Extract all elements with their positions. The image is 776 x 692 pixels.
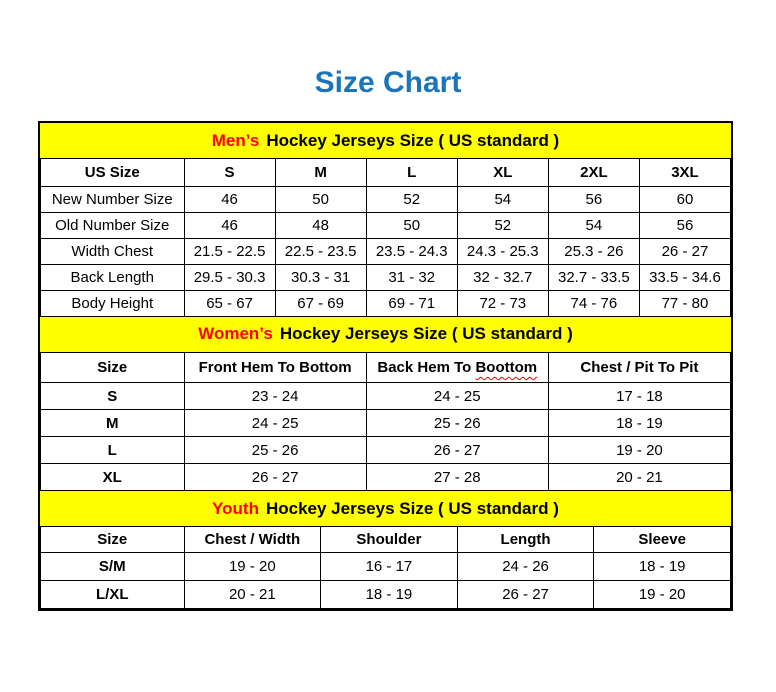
cell: 24 - 25 xyxy=(184,410,366,437)
row-label: L/XL xyxy=(41,580,185,608)
cell: 25 - 26 xyxy=(184,437,366,464)
col-header: Front Hem To Bottom xyxy=(184,353,366,383)
cell: 56 xyxy=(639,212,730,238)
cell: 52 xyxy=(366,186,457,212)
cell: 52 xyxy=(457,212,548,238)
cell: 50 xyxy=(275,186,366,212)
col-header: M xyxy=(275,159,366,186)
cell: 31 - 32 xyxy=(366,264,457,290)
cell: 26 - 27 xyxy=(639,238,730,264)
row-label: M xyxy=(41,410,185,437)
row-label: Body Height xyxy=(41,290,185,316)
table-row xyxy=(41,264,731,290)
row-label: S/M xyxy=(41,552,185,580)
men-section-highlight: Men’s xyxy=(211,130,260,150)
youth-size-table xyxy=(40,527,731,609)
col-header: 3XL xyxy=(639,159,730,186)
cell: 17 - 18 xyxy=(548,383,730,410)
cell: 30.3 - 31 xyxy=(275,264,366,290)
men-header-row xyxy=(41,159,731,186)
cell: 21.5 - 22.5 xyxy=(184,238,275,264)
cell: 18 - 19 xyxy=(548,410,730,437)
cell: 27 - 28 xyxy=(366,464,548,491)
table-row xyxy=(41,186,731,212)
youth-section-title: Hockey Jerseys Size ( US standard ) xyxy=(265,498,559,518)
table-row xyxy=(41,437,731,464)
cell: 23 - 24 xyxy=(184,383,366,410)
cell: 19 - 20 xyxy=(594,580,731,608)
row-label: Width Chest xyxy=(41,238,185,264)
table-row xyxy=(41,464,731,491)
cell: 29.5 - 30.3 xyxy=(184,264,275,290)
cell: 18 - 19 xyxy=(321,580,458,608)
youth-header-row xyxy=(41,527,731,552)
cell: 72 - 73 xyxy=(457,290,548,316)
women-section-title: Hockey Jerseys Size ( US standard ) xyxy=(279,324,573,343)
table-row xyxy=(41,580,731,608)
women-section-header xyxy=(40,317,731,353)
table-row xyxy=(41,290,731,316)
col-header: L xyxy=(366,159,457,186)
men-section-header xyxy=(40,123,731,159)
col-header-text: Back Hem To xyxy=(377,358,476,376)
table-row xyxy=(41,238,731,264)
size-chart xyxy=(38,121,733,611)
table-row xyxy=(41,410,731,437)
cell: 24.3 - 25.3 xyxy=(457,238,548,264)
cell: 56 xyxy=(548,186,639,212)
cell: 65 - 67 xyxy=(184,290,275,316)
women-header-row xyxy=(41,353,731,383)
cell: 19 - 20 xyxy=(184,552,321,580)
col-header: S xyxy=(184,159,275,186)
cell: 24 - 26 xyxy=(457,552,594,580)
cell: 46 xyxy=(184,186,275,212)
cell: 20 - 21 xyxy=(184,580,321,608)
row-label: New Number Size xyxy=(41,186,185,212)
cell: 26 - 27 xyxy=(457,580,594,608)
cell: 26 - 27 xyxy=(184,464,366,491)
cell: 33.5 - 34.6 xyxy=(639,264,730,290)
col-header-back-hem xyxy=(366,353,548,383)
cell: 25 - 26 xyxy=(366,410,548,437)
page-title: Size Chart xyxy=(314,66,462,99)
col-header: US Size xyxy=(41,159,185,186)
table-row xyxy=(41,383,731,410)
youth-section-header xyxy=(40,491,731,527)
cell: 69 - 71 xyxy=(366,290,457,316)
youth-section-highlight: Youth xyxy=(212,498,259,518)
misspelled-word: Boottom xyxy=(475,358,538,376)
col-header: Length xyxy=(457,527,594,552)
col-header: XL xyxy=(457,159,548,186)
cell: 77 - 80 xyxy=(639,290,730,316)
row-label: Back Length xyxy=(41,264,185,290)
cell: 32.7 - 33.5 xyxy=(548,264,639,290)
cell: 46 xyxy=(184,212,275,238)
cell: 50 xyxy=(366,212,457,238)
cell: 23.5 - 24.3 xyxy=(366,238,457,264)
cell: 24 - 25 xyxy=(366,383,548,410)
row-label: XL xyxy=(41,464,185,491)
col-header: Chest / Pit To Pit xyxy=(548,353,730,383)
col-header: Size xyxy=(41,527,185,552)
cell: 32 - 32.7 xyxy=(457,264,548,290)
cell: 60 xyxy=(639,186,730,212)
men-section-title: Hockey Jerseys Size ( US standard ) xyxy=(266,130,560,150)
cell: 20 - 21 xyxy=(548,464,730,491)
cell: 54 xyxy=(548,212,639,238)
col-header: 2XL xyxy=(548,159,639,186)
cell: 67 - 69 xyxy=(275,290,366,316)
women-size-table xyxy=(40,353,731,492)
cell: 48 xyxy=(275,212,366,238)
row-label: S xyxy=(41,383,185,410)
table-row xyxy=(41,552,731,580)
row-label: L xyxy=(41,437,185,464)
women-section-highlight: Women’s xyxy=(198,324,273,343)
cell: 18 - 19 xyxy=(594,552,731,580)
col-header: Chest / Width xyxy=(184,527,321,552)
col-header: Sleeve xyxy=(594,527,731,552)
men-size-table xyxy=(40,159,731,317)
col-header: Size xyxy=(41,353,185,383)
row-label: Old Number Size xyxy=(41,212,185,238)
cell: 54 xyxy=(457,186,548,212)
cell: 25.3 - 26 xyxy=(548,238,639,264)
cell: 74 - 76 xyxy=(548,290,639,316)
cell: 16 - 17 xyxy=(321,552,458,580)
col-header: Shoulder xyxy=(321,527,458,552)
cell: 26 - 27 xyxy=(366,437,548,464)
table-row xyxy=(41,212,731,238)
cell: 22.5 - 23.5 xyxy=(275,238,366,264)
cell: 19 - 20 xyxy=(548,437,730,464)
